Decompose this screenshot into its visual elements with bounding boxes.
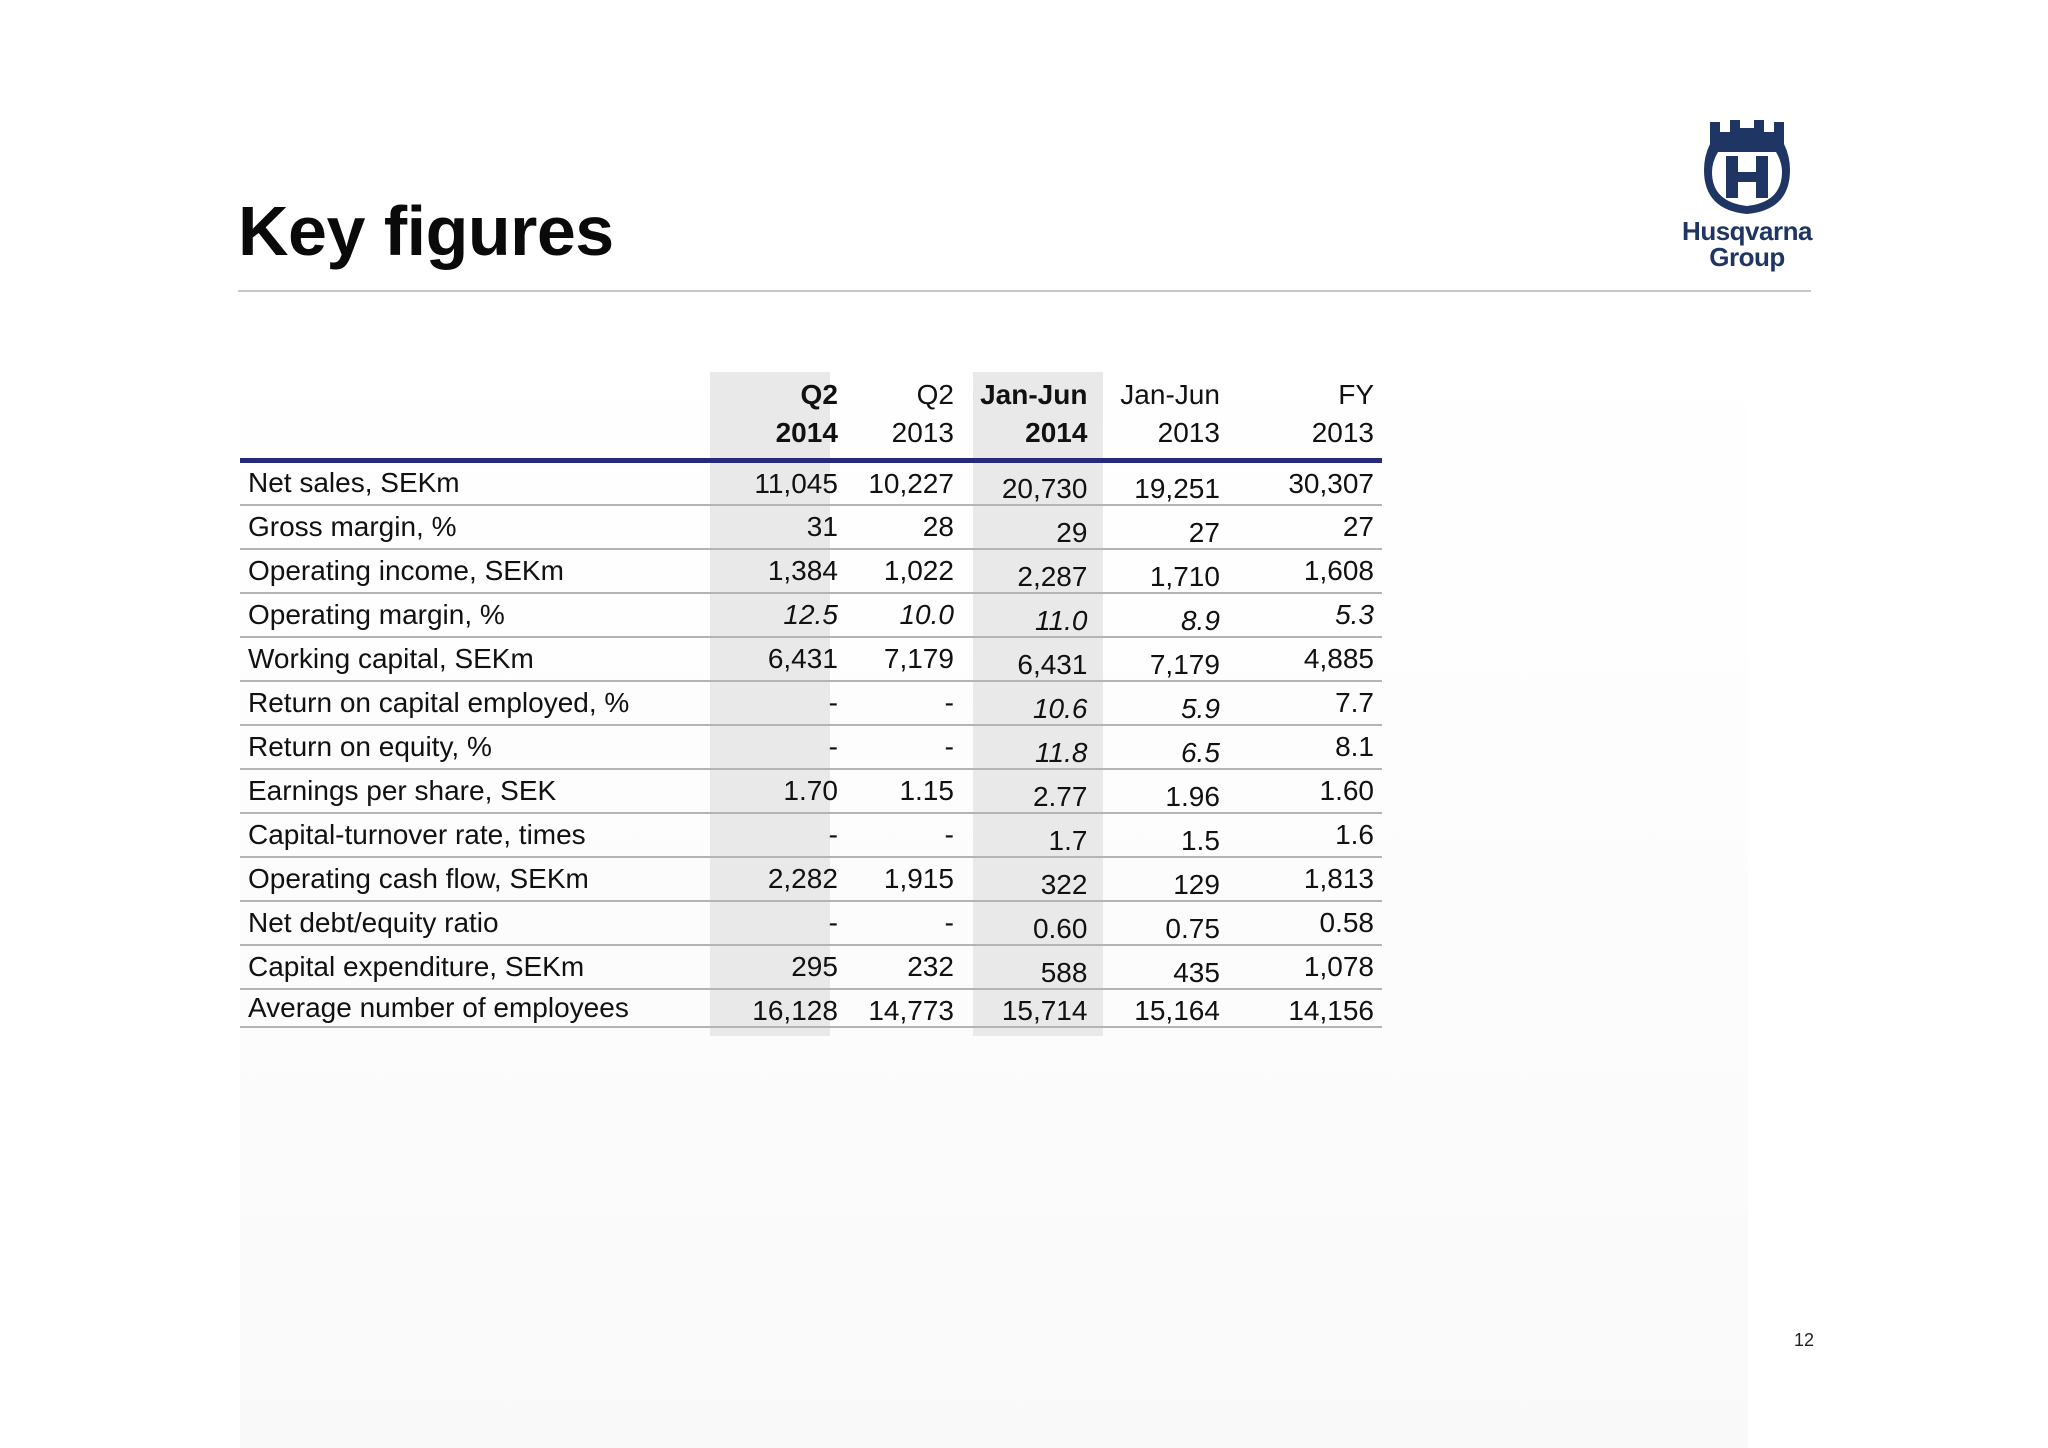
table-cell: 11.8	[1035, 736, 1088, 768]
table-cell: -	[828, 730, 838, 762]
table-cell: -	[828, 686, 838, 718]
table-cell: 19,251	[1134, 472, 1220, 504]
column-header: FY 2013	[1311, 379, 1374, 448]
row-label: Average number of employees	[248, 991, 629, 1023]
table-cell: 31	[806, 510, 838, 542]
table-cell: 16,128	[752, 994, 838, 1026]
row-label: Earnings per share, SEK	[248, 774, 557, 806]
table-row	[240, 989, 1382, 1027]
row-label: Gross margin, %	[248, 510, 457, 542]
table-cell: -	[944, 906, 954, 938]
table-cell: 1,915	[883, 862, 954, 894]
row-label: Capital-turnover rate, times	[248, 818, 586, 850]
page-title: Key figures	[238, 192, 614, 270]
table-cell: 8.1	[1335, 730, 1374, 762]
table-cell: 295	[791, 950, 838, 982]
table-cell: 232	[907, 950, 954, 982]
table-cell: 1,813	[1303, 862, 1374, 894]
row-label: Return on capital employed, %	[248, 686, 630, 718]
table-cell: 1.96	[1165, 780, 1220, 812]
table-row	[240, 637, 1382, 681]
table-cell: 27	[1188, 516, 1220, 548]
table-row	[240, 769, 1382, 813]
table-cell: 1,078	[1303, 950, 1374, 982]
table-cell: 1,384	[767, 554, 838, 586]
table-cell: 0.58	[1319, 906, 1374, 938]
table-cell: 4,885	[1303, 642, 1374, 674]
table-cell: 7.7	[1335, 686, 1374, 718]
column-header: Q2 2013	[891, 379, 954, 448]
table-cell: 1.7	[1048, 824, 1088, 856]
table-cell: 2,287	[1017, 560, 1088, 592]
table-cell: 5.3	[1335, 598, 1374, 630]
table-cell: 10.6	[1032, 692, 1088, 724]
table-cell: 1.5	[1180, 824, 1220, 856]
table-cell: 8.9	[1180, 604, 1220, 636]
table-cell: -	[944, 818, 954, 850]
page-number: 12	[1793, 1330, 1814, 1350]
table-cell: 0.75	[1165, 912, 1220, 944]
table-cell: 11.0	[1035, 604, 1088, 636]
table-cell: 7,179	[883, 642, 954, 674]
table-cell: 6,431	[1017, 648, 1088, 680]
table-cell: 10.0	[899, 598, 954, 630]
table-body	[240, 461, 1382, 1027]
table-cell: -	[944, 730, 954, 762]
table-cell: 14,773	[868, 994, 954, 1026]
table-cell: 2.77	[1032, 780, 1088, 812]
header-label-cell	[240, 372, 723, 461]
table-cell: -	[828, 818, 838, 850]
table-row	[240, 461, 1382, 505]
table-cell: 7,179	[1149, 648, 1220, 680]
table-row	[240, 857, 1382, 901]
table-row	[240, 593, 1382, 637]
table-cell: 129	[1173, 868, 1220, 900]
title-divider	[238, 290, 1811, 292]
row-label: Capital expenditure, SEKm	[248, 950, 585, 982]
table-header-row	[240, 372, 1382, 461]
husqvarna-crown-h-icon	[1704, 118, 1790, 218]
table-row	[240, 505, 1382, 549]
table-cell: 1.6	[1335, 818, 1374, 850]
table-cell: 1,022	[883, 554, 954, 586]
table-cell: 6.5	[1180, 736, 1220, 768]
table-cell: 0.60	[1032, 912, 1088, 944]
table-cell: 1,710	[1149, 560, 1220, 592]
table-cell: 1.60	[1319, 774, 1374, 806]
table-cell: -	[828, 906, 838, 938]
table-row	[240, 813, 1382, 857]
row-label: Net sales, SEKm	[248, 467, 460, 499]
key-figures-table	[240, 372, 1382, 1028]
logo-text-line1: Husqvarna	[1682, 216, 1812, 246]
row-label: Working capital, SEKm	[248, 642, 534, 674]
table-cell: -	[944, 686, 954, 718]
table-cell: 2,282	[767, 862, 838, 894]
table-cell: 15,164	[1134, 994, 1220, 1026]
table-cell: 29	[1056, 516, 1088, 548]
table-cell: 1,608	[1303, 554, 1374, 586]
column-header: Jan-Jun 2014	[980, 379, 1088, 448]
table-cell: 14,156	[1288, 994, 1374, 1026]
table-cell: 30,307	[1288, 468, 1374, 499]
table-row	[240, 725, 1382, 769]
husqvarna-group-logo	[1672, 118, 1822, 278]
row-label: Return on equity, %	[248, 730, 492, 762]
row-label: Operating cash flow, SEKm	[248, 862, 589, 894]
row-label: Operating income, SEKm	[248, 554, 564, 586]
table-row	[240, 549, 1382, 593]
table-cell: 322	[1040, 868, 1088, 900]
table-cell: 11,045	[754, 468, 838, 499]
column-header: Jan-Jun 2013	[1120, 379, 1220, 448]
table-cell: 28	[922, 510, 954, 542]
logo-text-line2: Group	[1709, 242, 1785, 272]
table-cell: 15,714	[1001, 994, 1088, 1026]
table-cell: 1.15	[899, 774, 954, 806]
table-row	[240, 945, 1382, 989]
table-cell: 10,227	[868, 468, 954, 499]
table-cell: 20,730	[1001, 472, 1088, 504]
table-row	[240, 681, 1382, 725]
row-label: Net debt/equity ratio	[248, 906, 499, 938]
table-cell: 588	[1040, 956, 1088, 988]
table-cell: 12.5	[783, 598, 838, 630]
row-label: Operating margin, %	[248, 598, 505, 630]
key-figures-table-container	[240, 372, 1382, 1028]
table-cell: 5.9	[1180, 692, 1220, 724]
table-cell: 435	[1173, 956, 1220, 988]
table-cell: 6,431	[767, 642, 838, 674]
column-header: Q2 2014	[775, 379, 838, 448]
table-cell: 27	[1342, 510, 1374, 542]
table-cell: 1.70	[783, 774, 838, 806]
table-row	[240, 901, 1382, 945]
